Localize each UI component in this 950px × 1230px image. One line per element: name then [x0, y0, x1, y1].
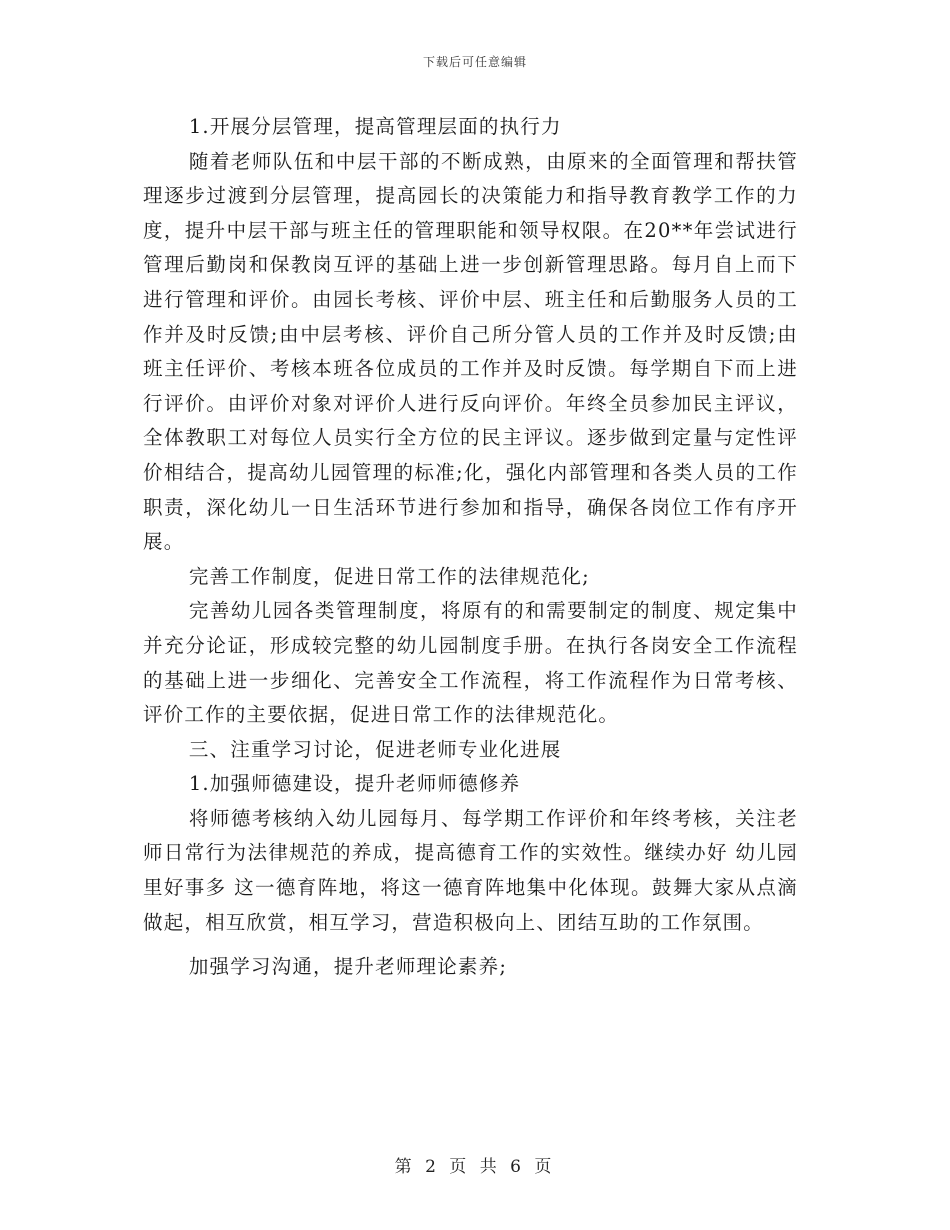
page-header: 下载后可任意编辑: [422, 55, 527, 69]
paragraph-teacher-ethics: 将师德考核纳入幼儿园每月、每学期工作评价和年终考核，关注老师日常行为法律规范的养成，提高德育工作的实效性。继续办好 幼儿园里好事多 这一德育阵地，将这一德育阵地集中化体现。鼓舞大家从点滴做起，相互欣赏，相互学习，营造积极向上、团结互助的工作氛围。: [143, 806, 798, 934]
section-heading-teacher-ethics: 1.加强师德建设，提升老师师德修养: [188, 772, 521, 796]
document-body: [143, 110, 798, 985]
section-heading-1: 1.开展分层管理，提高管理层面的执行力: [188, 115, 562, 138]
section-heading-study: 加强学习沟通，提升老师理论素养;: [188, 955, 508, 979]
section-heading-work-system: 完善工作制度，促进日常工作的法律规范化;: [188, 564, 590, 588]
paragraph-work-system: 完善幼儿园各类管理制度，将原有的和需要制定的制度、规定集中并充分论证，形成较完整的幼儿园制度手册。在执行各岗安全工作流程的基础上进一步细化、完善安全工作流程，将工作流程作为日常考核、评价工作的主要依据，促进日常工作的法律规范化。: [143, 599, 798, 727]
paragraph-layered-management: 随着老师队伍和中层干部的不断成熟，由原来的全面管理和帮扶管理逐步过渡到分层管理，提高园长的决策能力和指导教育教学工作的力度，提升中层干部与班主任的管理职能和领导权限。在20**年尝试进行管理后勤岗和保教岗互评的基础上进一步创新管理思路。每月自上而下进行管理和评价。由园长考核、评价中层、班主任和后勤服务人员的工作并及时反馈;由中层考核、评价自己所分管人员的工作并及时反馈;由班主任评价、考核本班各位成员的工作并及时反馈。每学期自下而上进行评价。由评价对象对评价人进行反向评价。年终全员参加民主评议，全体教职工对每位人员实行全方位的民主评议。逐步做到定量与定性评价相结合，提高幼儿园管理的标准;化，强化内部管理和各类人员的工作职责，深化幼儿一日生活环节进行参加和指导，确保各岗位工作有序开展。: [143, 149, 798, 554]
page-footer: 第 2 页 共 6 页: [394, 1157, 556, 1177]
section-heading-3: 三、注重学习讨论，促进老师专业化进展: [188, 737, 562, 761]
